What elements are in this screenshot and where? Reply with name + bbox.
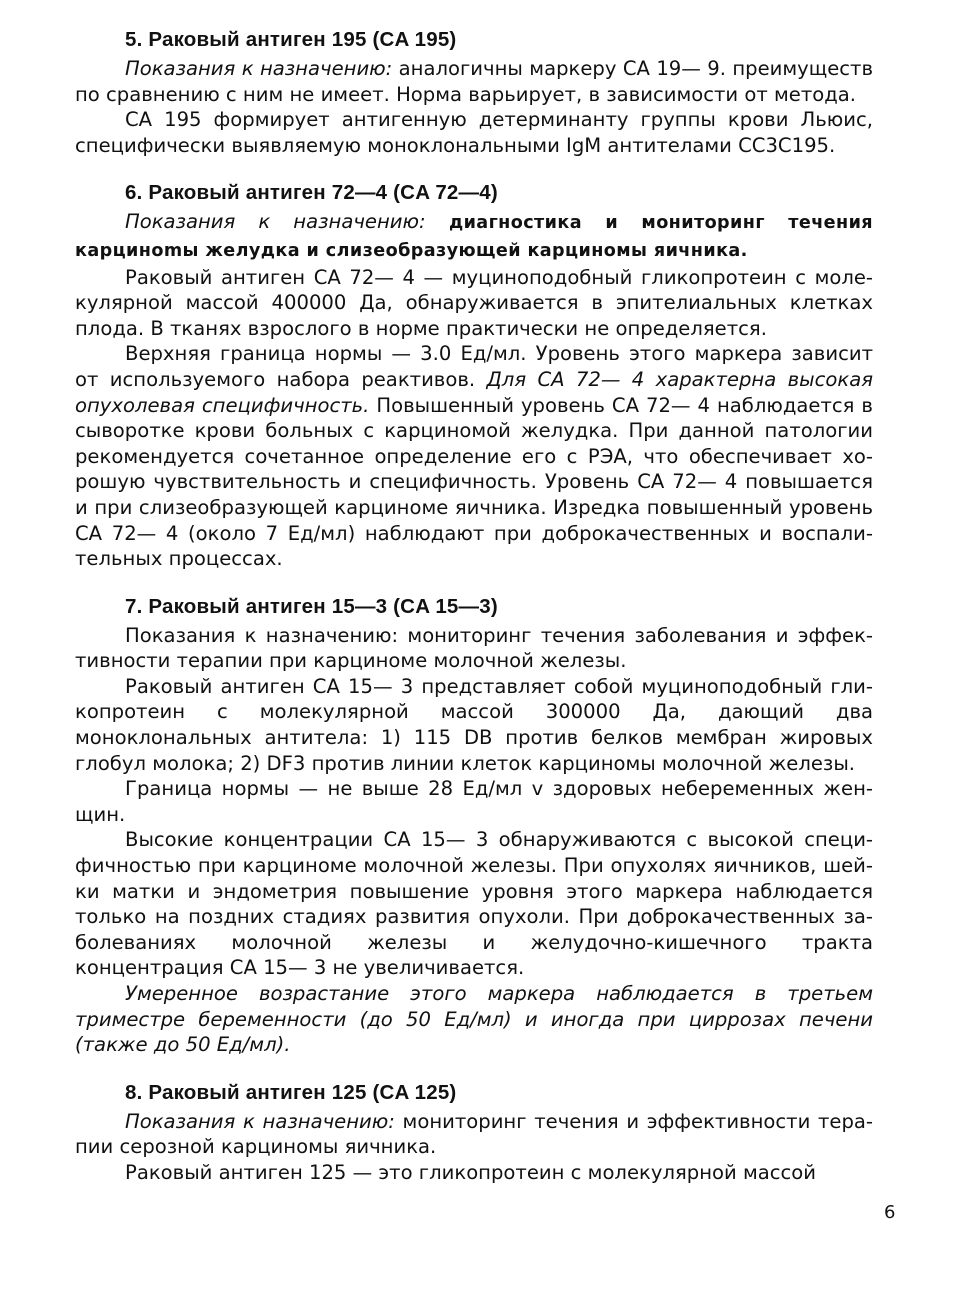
indications-label: Показания к назначению:	[125, 1109, 395, 1133]
section-ca72-4	[75, 179, 873, 571]
paragraph-indications	[75, 209, 873, 264]
paragraph: CA 195 формирует антигенную детерминанту группы крови Льюис, специфически выявляемую моноклональными IgM антителами CC3C195.	[75, 108, 873, 157]
indications-label: Показания к назначению:	[125, 210, 426, 234]
paragraph-emphasis: Для CA 72— 4 характерна высокая опухолевая специфичность.	[75, 367, 874, 417]
indications-text: мониторинг течения и эффективности терапии серозной карциномы яичника.	[75, 1109, 873, 1159]
page-number: 6	[884, 1202, 896, 1223]
paragraph: Высокие концентрации CA 15— 3 обнаруживаются с высокой специфичностью при карциноме молочной железы. При опухолях яичников, шейки матки и эндометрия повышение уровня этого маркера наблюдается только на поздних стадиях развития опухоли. При доброкачественных заболеваниях молочной железы и желудочно-кишечного тракта концентрация CA 15— 3 не увеличивается.	[75, 828, 873, 980]
section-ca125	[75, 1079, 873, 1186]
paragraph-text: Повышенный уровень CA 72— 4 наблюдается в сыворотке крови больных с карциномой желудка. При данной патологии рекомендуется сочетанное определение его с РЭА, что обеспечивает хорошую чувствительность и специфичность. Уровень CA 72— 4 повышается и при слизеобразующей карциноме яичника. Изредка повышенный уровень CA 72— 4 (около 7 Ед/мл) наблюдают при доброкачественных и воспалительных процессах.	[75, 393, 873, 571]
paragraph: Раковый антиген 125 — это гликопротеин с молекулярной массой	[125, 1160, 817, 1184]
section-heading: 8. Раковый антиген 125 (CA 125)	[125, 1080, 457, 1104]
paragraph-emphasis: Умеренное возрастание этого маркера наблюдается в третьем триместре беременности (до 50 Ед/мл) и иногда при циррозах печени (также до 50 Ед/мл).	[75, 982, 873, 1057]
paragraph-indications	[75, 1109, 873, 1160]
paragraph-text: Верхняя граница нормы — 3.0 Ед/мл. Уровень этого маркера зависит от используемого набора реактивов.	[75, 342, 873, 391]
paragraph: Граница нормы — не выше 28 Ед/мл v здоровых небеременных женщин.	[75, 777, 873, 826]
paragraph-indications	[75, 56, 873, 107]
paragraph: Раковый антиген CA 15— 3 представляет собой муциноподобный гликопротеин с молекулярной массой 300000 Да, дающий два моноклональных антитела: 1) 115 DB против белков мембран жировых глобул молока; 2) DF3 против линии клеток карциномы молочной железы.	[75, 674, 873, 775]
indications-text: диагностика и мониторинг течения карциноmы желудка и слизеобразующей карциномы яичника.	[75, 213, 873, 261]
document-page	[75, 26, 873, 1186]
indications-label: Показания к назначению:	[125, 57, 393, 80]
paragraph: Раковый антиген CA 72— 4 — муциноподобный гликопротеин с молекулярной массой 400000 Да, обнаруживается в эпителиальных клетках плода. В тканях взрослого в норме практически не определяется.	[75, 265, 873, 340]
section-ca195	[75, 26, 873, 158]
section-heading: 5. Раковый антиген 195 (CA 195)	[125, 28, 457, 51]
section-heading: 6. Раковый антиген 72—4 (CA 72—4)	[125, 181, 498, 205]
section-ca15-3	[75, 593, 873, 1058]
indications-text: аналогичны маркеру CA 19— 9. преимуществ по сравнению с ним не имеет. Норма варьирует, в зависимости от метода.	[75, 57, 874, 106]
paragraph-indications: Показания к назначению: мониторинг течения заболевания и эффективности терапии при карциноме молочной железы.	[75, 623, 873, 673]
paragraph	[75, 341, 873, 571]
section-heading: 7. Раковый антиген 15—3 (CA 15—3)	[125, 594, 498, 618]
